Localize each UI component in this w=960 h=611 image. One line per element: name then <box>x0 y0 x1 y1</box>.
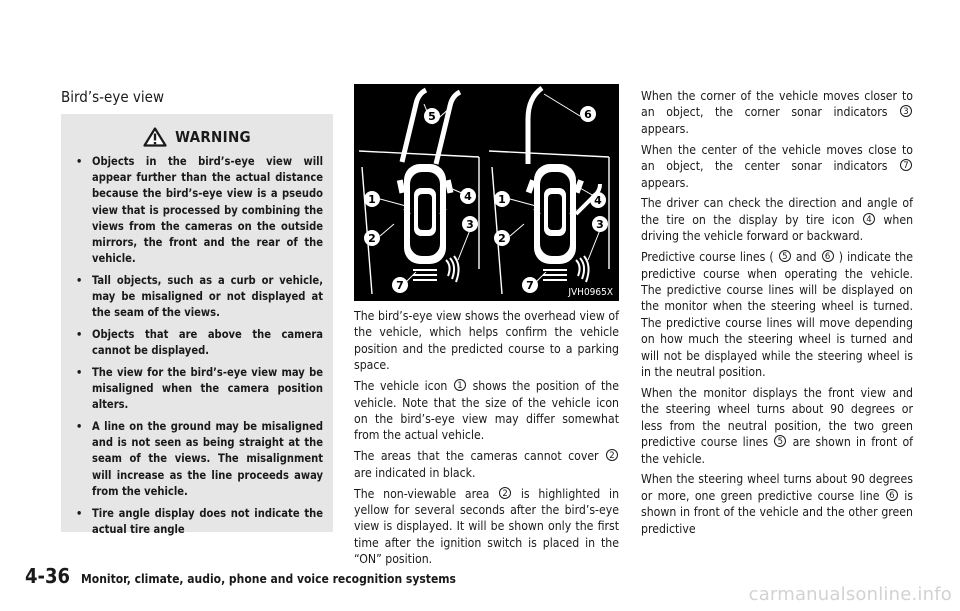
paragraph: When the steering wheel turns about 90 degrees or more, one green predictive course line 6 is shown in front of the vehicle and the other green predictive <box>641 472 913 536</box>
figure-code: JVH0965X <box>568 287 613 298</box>
callout-label: 1 <box>368 193 376 206</box>
column-right <box>641 88 913 542</box>
paragraph: The non-viewable area 2 is highlighted in yellow for several seconds after the bird’s-eye view is displayed. It will be shown only the first time after the ignition switch is placed in the “ON” position. <box>354 486 620 567</box>
figure-panel-right <box>489 88 609 294</box>
callout-number: 5 <box>774 435 786 447</box>
column-middle <box>354 308 619 572</box>
warning-item: • A line on the ground may be misaligned and is not seen as being straight at the seam of the views. The misalignment will increase as the line proceeds away from the vehicle. <box>73 419 323 500</box>
paragraph: The areas that the cameras cannot cover 2 are indicated in black. <box>354 448 619 481</box>
page-footer <box>25 564 456 588</box>
warning-item: • The view for the bird’s-eye view may be misaligned when the camera position alters. <box>73 365 323 414</box>
warning-item: • Tire angle display does not indicate the actual tire angle <box>73 506 323 538</box>
callout-label: 6 <box>584 108 592 121</box>
warning-list <box>61 154 333 538</box>
callout-label: 3 <box>596 218 604 231</box>
paragraph: The vehicle icon 1 shows the position of the vehicle. Note that the size of the vehicle icon on the bird’s-eye view may differ somewhat from the actual vehicle. <box>354 379 620 443</box>
paragraph: When the corner of the vehicle moves closer to an object, the corner sonar indicators 3 appears. <box>641 89 913 136</box>
paragraph: Predictive course lines ( 5 and 6 ) indicate the predictive course when operating the vehicle. The predictive course lines will be displayed on the monitor when the steering wheel is turned. The predictive course lines will move depending on how much the steering wheel is turned and will not be displayed while the steering wheel is in the neutral position. <box>641 250 913 379</box>
warning-triangle-icon <box>143 127 167 147</box>
chapter-title: Monitor, climate, audio, phone and voice recognition systems <box>81 572 456 586</box>
callout-label: 1 <box>498 193 506 206</box>
callout-number: 4 <box>863 213 875 225</box>
warning-item: • Objects in the bird’s-eye view will appear further than the actual distance because the bird’s-eye view is a pseudo view that is processed by combining the views from the cameras on the outside mirrors, the front and the rear of the vehicle. <box>73 154 323 267</box>
callout-number: 3 <box>900 105 912 117</box>
callout-label: 3 <box>466 218 474 231</box>
paragraph: The driver can check the direction and angle of the tire on the display by tire icon 4 when driving the vehicle forward or backward. <box>641 196 914 244</box>
callout-label: 4 <box>594 194 602 207</box>
callout-number: 2 <box>606 449 618 461</box>
figure-panel-left <box>359 90 479 294</box>
warning-header <box>61 126 333 148</box>
warning-box <box>61 114 333 536</box>
callout-number: 6 <box>822 250 834 262</box>
warning-item: • Tall objects, such as a curb or vehicle, may be misaligned or not displayed at the seam of the views. <box>73 273 323 322</box>
page-number: 4-36 <box>25 564 71 588</box>
watermark-logo: carmanualsonline.info <box>748 584 952 605</box>
warning-item: • Objects that are above the camera cannot be displayed. <box>73 327 323 359</box>
callout-number: 5 <box>779 250 791 262</box>
paragraph: The bird’s-eye view shows the overhead view of the vehicle, which helps confirm the vehicle position and the predicted course to a parking space. <box>354 309 619 373</box>
birds-eye-figure <box>354 84 619 301</box>
callout-label: 4 <box>464 190 472 203</box>
callout-number: 6 <box>886 489 898 501</box>
birds-eye-diagram <box>354 84 619 301</box>
callout-label: 7 <box>396 279 404 292</box>
callout-label: 7 <box>526 279 534 292</box>
callout-label: 2 <box>498 232 506 245</box>
warning-title: WARNING <box>175 128 251 146</box>
paragraph: When the center of the vehicle moves close to an object, the center sonar indicators 7 appears. <box>641 142 913 190</box>
paragraph: When the monitor displays the front view and the steering wheel turns about 90 degrees or less from the neutral position, the two green predictive course lines 5 are shown in front of the vehicle. <box>641 385 914 466</box>
callout-number: 2 <box>499 487 511 499</box>
callout-number: 7 <box>900 159 912 171</box>
section-title: Bird’s-eye view <box>61 88 165 106</box>
callout-label: 2 <box>368 232 376 245</box>
callout-number: 1 <box>454 379 466 391</box>
callout-label: 5 <box>428 110 436 123</box>
